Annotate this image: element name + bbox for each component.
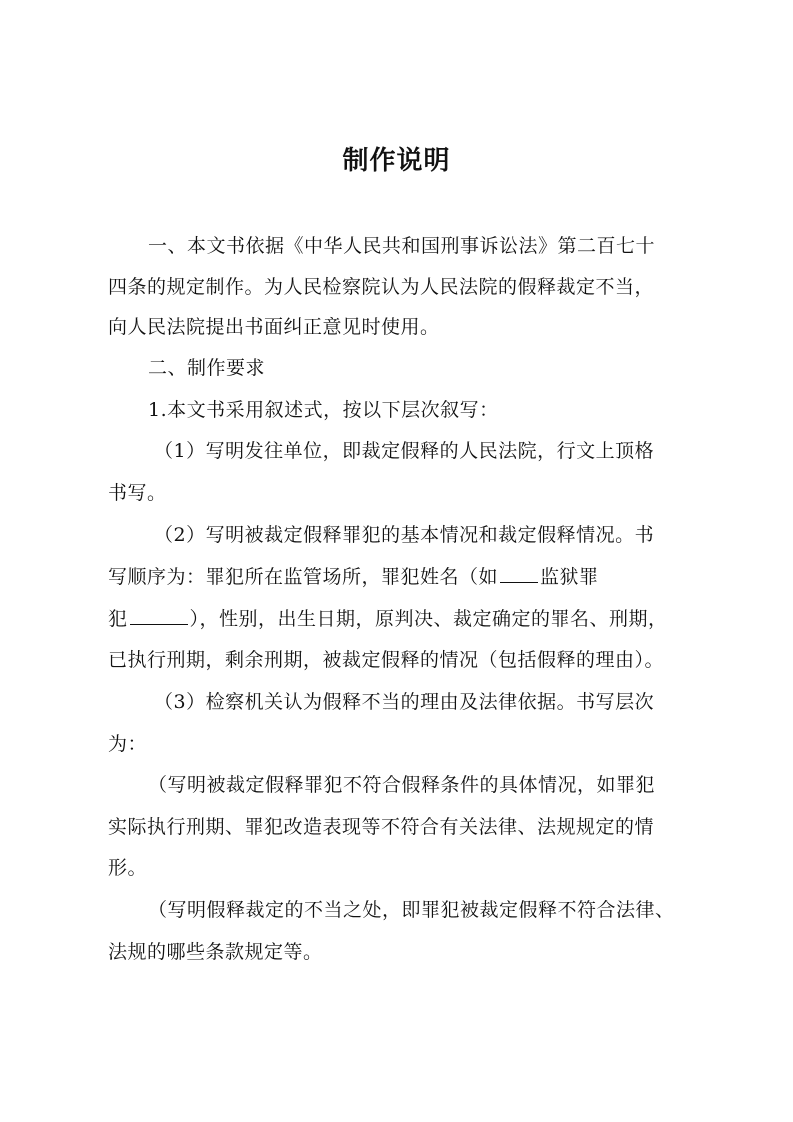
paragraph-text: 犯 [108, 608, 128, 630]
section-heading: 二、制作要求 [148, 357, 266, 379]
paragraph-line: 法规的哪些条款规定等。 [108, 941, 323, 963]
paragraph-line: 1.本文书采用叙述式，按以下层次叙写： [148, 399, 499, 421]
paragraph-text: 写顺序为：罪犯所在监管场所，罪犯姓名（如 [108, 566, 499, 588]
paragraph-line [108, 560, 708, 594]
paragraph-line: 四条的规定制作。为人民检察院认为人民法院的假释裁定不当， [108, 276, 655, 298]
paragraph-line: 已执行刑期，剩余刑期，被裁定假释的情况（包括假释的理由）。 [108, 649, 665, 671]
paragraph-line: （2）写明被裁定假释罪犯的基本情况和裁定假释情况。书 [154, 524, 655, 546]
paragraph-line: 书写。 [108, 482, 167, 504]
paragraph-line: 形。 [108, 857, 148, 879]
paragraph-line: 实际执行刑期、罪犯改造表现等不符合有关法律、法规规定的情 [108, 816, 655, 838]
paragraph-line: 一、本文书依据《中华人民共和国刑事诉讼法》第二百七十 [148, 235, 656, 257]
paragraph-line: 向人民法院提出书面纠正意见时使用。 [108, 316, 440, 338]
paragraph-text: ），性别，出生日期，原判决、裁定确定的罪名、刑期， [189, 608, 668, 630]
paragraph-text: 监狱罪 [540, 566, 599, 588]
blank-line [130, 602, 188, 625]
paragraph-line: （3）检察机关认为假释不当的理由及法律依据。书写层次 [154, 691, 655, 713]
page-title: 制作说明 [342, 146, 451, 176]
paragraph-line: 为： [108, 733, 148, 755]
blank-line [500, 560, 538, 583]
paragraph-line: （1）写明发往单位，即裁定假释的人民法院，行文上顶格 [154, 440, 655, 462]
paragraph-line: （写明被裁定假释罪犯不符合假释条件的具体情况，如罪犯 [148, 774, 656, 796]
paragraph-line [108, 602, 708, 636]
paragraph-line: （写明假释裁定的不当之处，即罪犯被裁定假释不符合法律、 [148, 899, 675, 921]
